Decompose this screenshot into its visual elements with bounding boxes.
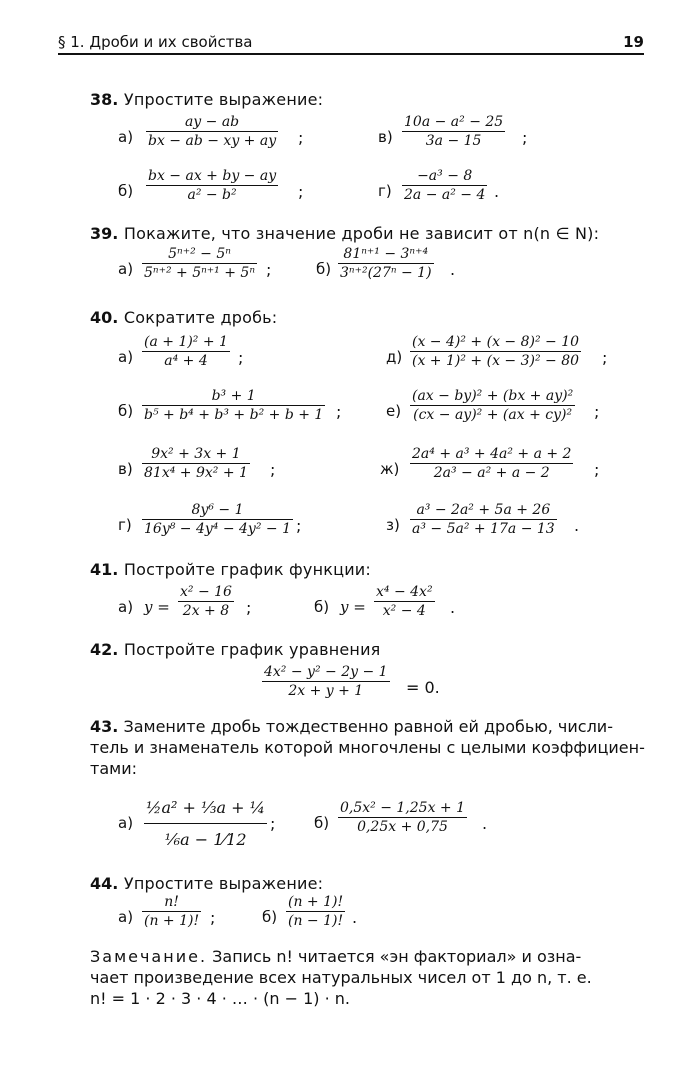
numerator: 5ⁿ⁺² − 5ⁿ xyxy=(142,246,257,264)
page-header xyxy=(58,33,644,55)
denominator: (n − 1)! xyxy=(288,913,344,929)
denominator: (x + 1)² + (x − 3)² − 80 xyxy=(412,353,580,369)
item-label: а) xyxy=(118,260,134,278)
fraction-41b xyxy=(374,584,435,619)
task-number: 39. xyxy=(90,224,119,243)
punctuation: ; xyxy=(298,128,304,147)
item-label: б) xyxy=(314,598,330,616)
function-lhs: y = xyxy=(340,598,366,616)
numerator: (a + 1)² + 1 xyxy=(144,334,228,350)
task-number: 42. xyxy=(90,640,119,659)
fraction-43b xyxy=(338,800,467,835)
numerator: x² − 16 xyxy=(180,584,232,600)
item-label: в) xyxy=(378,128,393,146)
denominator: 2x + 8 xyxy=(182,603,230,619)
punctuation: ; xyxy=(270,814,276,833)
punctuation: ; xyxy=(594,402,600,421)
task-number: 38. xyxy=(90,90,119,109)
item-label: а) xyxy=(118,908,134,926)
fraction-40v xyxy=(142,446,250,481)
item-label: е) xyxy=(386,402,402,420)
item-label: б) xyxy=(118,402,134,420)
note-text-line: чает произведение всех натуральных чисел от 1 до n, т. е. xyxy=(90,968,592,987)
note-paragraph xyxy=(90,946,592,1009)
fraction-42 xyxy=(262,664,390,699)
item-label: б) xyxy=(118,182,134,200)
numerator: x⁴ − 4x² xyxy=(376,584,433,600)
item-label: б) xyxy=(316,260,332,278)
page-number: 19 xyxy=(623,33,644,51)
task-text-line: тами: xyxy=(90,759,137,778)
punctuation: . xyxy=(450,260,456,279)
fraction-44a xyxy=(142,894,201,929)
task-41-heading xyxy=(90,560,371,579)
numerator: −a³ − 8 xyxy=(402,168,487,186)
punctuation: ; xyxy=(298,182,304,201)
denominator: ⅙a − 1⁄12 xyxy=(164,830,247,849)
denominator: 3a − 15 xyxy=(425,133,482,149)
task-text: Сократите дробь: xyxy=(123,308,278,327)
item-label: а) xyxy=(118,598,134,616)
fraction-40e xyxy=(410,388,575,423)
item-label: а) xyxy=(118,348,134,366)
denominator: a⁴ + 4 xyxy=(164,353,208,369)
denominator: 5ⁿ⁺² + 5ⁿ⁺¹ + 5ⁿ xyxy=(144,265,256,281)
punctuation: ; xyxy=(296,516,302,535)
item-label: з) xyxy=(386,516,400,534)
item-label: г) xyxy=(378,182,392,200)
numerator: 81ⁿ⁺¹ − 3ⁿ⁺⁴ xyxy=(338,246,434,264)
task-44-heading xyxy=(90,874,323,893)
task-text-line: Замените дробь тождественно равной ей дробью, числи- xyxy=(123,717,613,736)
numerator: a³ − 2a² + 5a + 26 xyxy=(410,502,557,520)
numerator: ½a² + ⅓a + ¼ xyxy=(144,792,267,824)
denominator: bx − ab − xy + ay xyxy=(148,133,277,149)
denominator: (cx − ay)² + (ax + cy)² xyxy=(413,407,573,423)
denominator: 0,25x + 0,75 xyxy=(357,819,448,835)
punctuation: . xyxy=(450,598,456,617)
task-42-heading xyxy=(90,640,381,659)
task-43-paragraph xyxy=(90,716,645,779)
task-number: 41. xyxy=(90,560,119,579)
equation-rhs: = 0. xyxy=(406,678,440,697)
denominator: a³ − 5a² + 17a − 13 xyxy=(412,521,555,537)
fraction-40d xyxy=(410,334,581,369)
section-title: § 1. Дроби и их свойства xyxy=(58,33,253,51)
numerator: bx − ax + by − ay xyxy=(148,168,277,184)
punctuation: . xyxy=(494,182,500,201)
fraction-40g xyxy=(142,502,293,537)
punctuation: ; xyxy=(522,128,528,147)
denominator: (n + 1)! xyxy=(144,913,200,929)
punctuation: ; xyxy=(270,460,276,479)
numerator: b³ + 1 xyxy=(142,388,325,406)
task-number: 44. xyxy=(90,874,119,893)
numerator: n! xyxy=(142,894,201,912)
fraction-38b xyxy=(146,168,278,203)
fraction-39b xyxy=(338,246,434,281)
item-label: ж) xyxy=(380,460,400,478)
task-39-heading xyxy=(90,224,599,243)
task-text: Покажите, что значение дроби не зависит от n(n ∈ N): xyxy=(123,224,600,243)
fraction-44b xyxy=(286,894,345,929)
numerator: (x − 4)² + (x − 8)² − 10 xyxy=(412,334,580,350)
item-label: а) xyxy=(118,128,134,146)
punctuation: ; xyxy=(246,598,252,617)
task-number: 43. xyxy=(90,717,119,736)
fraction-39a xyxy=(142,246,257,281)
numerator: 8y⁶ − 1 xyxy=(142,502,293,520)
numerator: ay − ab xyxy=(146,114,278,132)
fraction-40b xyxy=(142,388,325,423)
numerator: (n + 1)! xyxy=(288,894,344,910)
task-text-line: тель и знаменатель которой многочлены с целыми коэффициен- xyxy=(90,738,645,757)
task-38-heading xyxy=(90,90,323,109)
item-label: а) xyxy=(118,814,134,832)
punctuation: ; xyxy=(336,402,342,421)
item-label: б) xyxy=(314,814,330,832)
task-number: 40. xyxy=(90,308,119,327)
fraction-40zh xyxy=(410,446,573,481)
task-text: Постройте график функции: xyxy=(123,560,371,579)
punctuation: ; xyxy=(210,908,216,927)
punctuation: . xyxy=(352,908,358,927)
item-label: в) xyxy=(118,460,133,478)
numerator: 4x² − y² − 2y − 1 xyxy=(264,664,388,680)
denominator: 81x⁴ + 9x² + 1 xyxy=(144,465,248,481)
fraction-41a xyxy=(178,584,234,619)
numerator: 2a⁴ + a³ + 4a² + a + 2 xyxy=(412,446,572,462)
denominator: a² − b² xyxy=(187,187,237,203)
denominator: x² − 4 xyxy=(382,603,426,619)
task-text: Упростите выражение: xyxy=(123,874,324,893)
fraction-40a xyxy=(142,334,230,369)
denominator: 2a − a² − 4 xyxy=(404,187,486,203)
punctuation: . xyxy=(482,814,488,833)
punctuation: ; xyxy=(602,348,608,367)
numerator: 9x² + 3x + 1 xyxy=(142,446,250,464)
denominator: 2x + y + 1 xyxy=(288,683,364,699)
fraction-38g xyxy=(402,168,487,203)
numerator: 10a − a² − 25 xyxy=(404,114,504,130)
item-label: б) xyxy=(262,908,278,926)
denominator: 16y⁸ − 4y⁴ − 4y² − 1 xyxy=(144,521,291,537)
note-text-line: n! = 1 · 2 · 3 · 4 · … · (n − 1) · n. xyxy=(90,989,351,1008)
punctuation: ; xyxy=(594,460,600,479)
note-text-line: Запись n! читается «эн факториал» и озна- xyxy=(212,947,582,966)
item-label: д) xyxy=(386,348,403,366)
fraction-38v xyxy=(402,114,505,149)
punctuation: ; xyxy=(238,348,244,367)
punctuation: ; xyxy=(266,260,272,279)
denominator: 2a³ − a² + a − 2 xyxy=(433,465,550,481)
denominator: 3ⁿ⁺²(27ⁿ − 1) xyxy=(340,265,432,281)
task-40-heading xyxy=(90,308,277,327)
fraction-43a xyxy=(144,792,267,855)
note-lead: Замечание. xyxy=(90,947,208,966)
fraction-40z xyxy=(410,502,557,537)
task-text: Упростите выражение: xyxy=(123,90,324,109)
function-lhs: y = xyxy=(144,598,170,616)
denominator: b⁵ + b⁴ + b³ + b² + b + 1 xyxy=(144,407,324,423)
numerator: (ax − by)² + (bx + ay)² xyxy=(412,388,574,404)
fraction-38a xyxy=(146,114,278,149)
numerator: 0,5x² − 1,25x + 1 xyxy=(340,800,466,816)
punctuation: . xyxy=(574,516,580,535)
task-text: Постройте график уравнения xyxy=(123,640,381,659)
item-label: г) xyxy=(118,516,132,534)
